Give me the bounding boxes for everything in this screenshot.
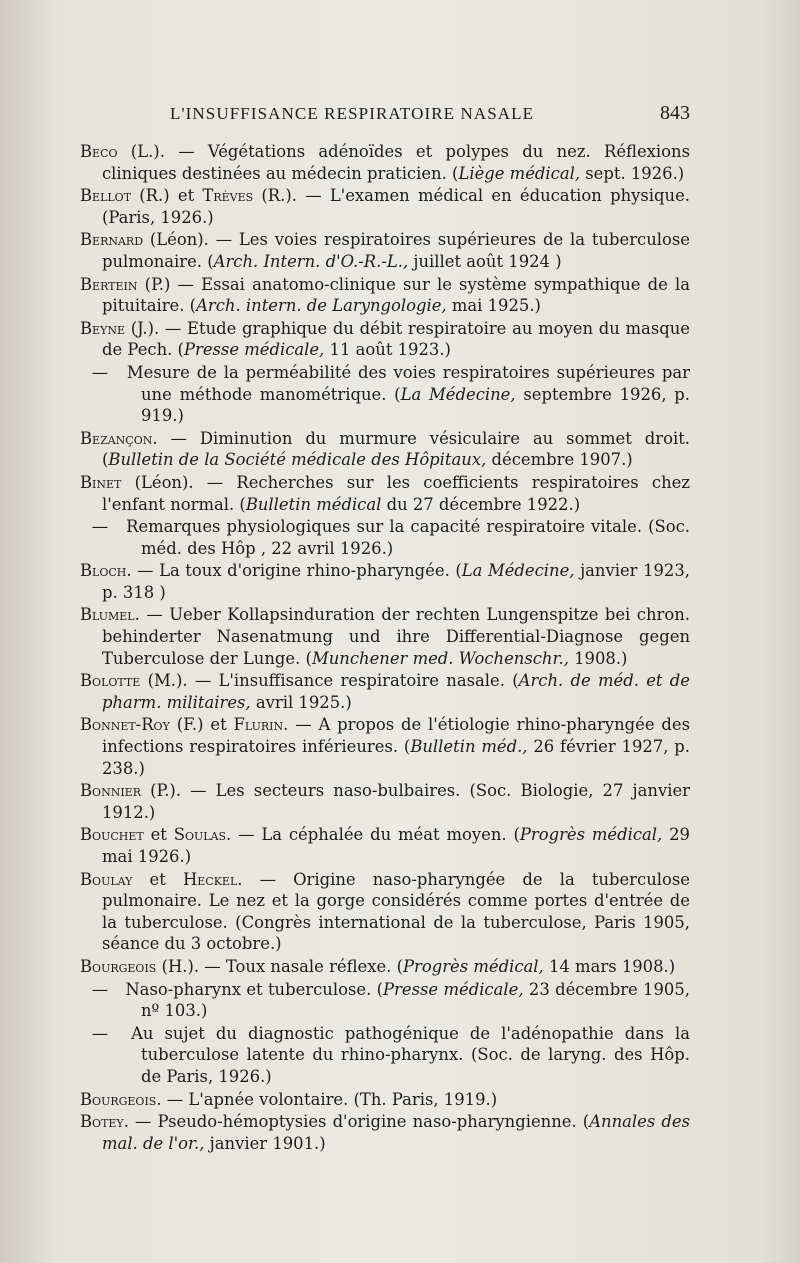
entry-author: Bertein <box>80 274 138 294</box>
entry-author: Bourgeois <box>80 1089 157 1109</box>
entry-author: Bloch <box>80 561 127 581</box>
entry-author: Bouchet <box>80 825 144 845</box>
entry-author: Bolotte <box>80 671 141 691</box>
ditto-dash: — <box>91 979 109 999</box>
bibliography-entry: Bloch. — La toux d'origine rhino-pharyngée. (La Médecine, janvier 1923, p. 318 ) <box>80 561 690 602</box>
bibliography-entry: Bourgeois (H.). — Toux nasale réflexe. (Progrès médical, 14 mars 1908.) <box>80 956 676 976</box>
entry-coauthor: Flurin <box>233 715 284 735</box>
bibliography-subentry: — Remarques physiologiques sur la capacité respiratoire vitale. (Soc. méd. des Hôp , 22 avril 1926.) <box>80 516 690 559</box>
entry-author: Bonnet-Roy <box>80 715 170 735</box>
entry-coauthor: Trèves <box>202 186 254 206</box>
bibliography-entry: Bernard (Léon). — Les voies respiratoires supérieures de la tuberculose pulmonaire. (Arch. Intern. d'O.-R.-L., juillet août 1924 ) <box>80 230 690 271</box>
bibliography-subentry: — Naso-pharynx et tuberculose. (Presse médicale, 23 décembre 1905, nº 103.) <box>80 979 690 1022</box>
entry-author: Boulay <box>80 869 133 889</box>
bibliography-entry: Bellot (R.) et Trèves (R.). — L'examen médical en éducation physique. (Paris, 1926.) <box>80 186 690 227</box>
entry-author: Bellot <box>80 186 132 206</box>
bibliography-entry: Bouchet et Soulas. — La céphalée du méat moyen. (Progrès médical, 29 mai 1926.) <box>80 825 690 866</box>
bibliography-entry: Bertein (P.) — Essai anatomo-clinique sur le système sympathique de la pituitaire. (Arch. intern. de Laryngologie, mai 1925.) <box>80 274 690 316</box>
bibliography-entry: Beco (L.). — Végétations adénoïdes et polypes du nez. Réflexions cliniques destinées au médecin praticien. (Liège médical, sept. 1926.) <box>80 142 690 183</box>
bibliography-subentry: — Mesure de la perméabilité des voies respiratoires supérieures par une méthode manométrique. (La Médecine, septembre 1926, p. 919.) <box>80 362 690 427</box>
entry-author: Binet <box>80 472 122 492</box>
entry-author: Beyne <box>80 318 125 338</box>
bibliography-entry: Botey. — Pseudo-hémoptysies d'origine naso-pharyngienne. (Annales des mal. de l'or., janvier 1901.) <box>80 1112 690 1153</box>
entry-author: Blumel <box>80 605 135 625</box>
ditto-dash: — <box>91 517 109 537</box>
entry-author: Beco <box>80 142 118 161</box>
bibliography-list <box>80 141 690 1155</box>
bibliography-subentry: — Au sujet du diagnostic pathogénique de l'adénopathie dans la tuberculose latente du rhino-pharynx. (Soc. de laryng. des Hôp. de Paris, 1926.) <box>80 1023 690 1088</box>
entry-author: Bezançon <box>80 428 153 448</box>
entry-author: Bourgeois <box>80 956 157 976</box>
bibliography-entry: Bolotte (M.). — L'insuffisance respiratoire nasale. (Arch. de méd. et de pharm. militaires, avril 1925.) <box>80 671 690 712</box>
entry-coauthor: Heckel <box>182 869 238 889</box>
bibliography-entry: Bourgeois. — L'apnée volontaire. (Th. Paris, 1919.) <box>80 1089 498 1109</box>
entry-coauthor: Soulas <box>173 825 227 845</box>
entry-author: Bonnier <box>80 781 141 801</box>
ditto-dash: — <box>91 362 109 382</box>
bibliography-entry: Bezançon. — Diminution du murmure vésiculaire au sommet droit. (Bulletin de la Société médicale des Hôpitaux, décembre 1907.) <box>80 428 690 470</box>
entry-author: Botey <box>80 1112 124 1132</box>
bibliography-entry: Boulay et Heckel. — Origine naso-pharyngée de la tuberculose pulmonaire. Le nez et la gorge considérés comme portes d'entrée de la tuberculose. (Congrès international de la tuberculose, Paris 1905, séance du 3 octobre.) <box>80 869 690 954</box>
ditto-dash: — <box>91 1023 109 1043</box>
bibliography-entry: Bonnier (P.). — Les secteurs naso-bulbaires. (Soc. Biologie, 27 janvier 1912.) <box>80 781 690 822</box>
running-head: L'INSUFFISANCE RESPIRATOIRE NASALE <box>170 104 535 123</box>
page-header <box>170 100 690 130</box>
bibliography-entry: Binet (Léon). — Recherches sur les coefficients respiratoires chez l'enfant normal. (Bulletin médical du 27 décembre 1922.) <box>80 472 690 514</box>
entry-author: Bernard <box>80 230 144 250</box>
bibliography-entry: Beyne (J.). — Etude graphique du débit respiratoire au moyen du masque de Pech. (Presse médicale, 11 août 1923.) <box>80 318 690 360</box>
page-number: 843 <box>660 102 690 124</box>
bibliography-entry: Bonnet-Roy (F.) et Flurin. — A propos de l'étiologie rhino-pharyngée des infections respiratoires inférieures. (Bulletin méd., 26 février 1927, p. 238.) <box>80 715 690 778</box>
bibliography-entry: Blumel. — Ueber Kollapsinduration der rechten Lungenspitze bei chron. behinderter Nasenatmung und ihre Differential-Diagnose gegen Tuberculose der Lunge. (Munchener med. Wochenschr., 1908.) <box>80 605 690 668</box>
